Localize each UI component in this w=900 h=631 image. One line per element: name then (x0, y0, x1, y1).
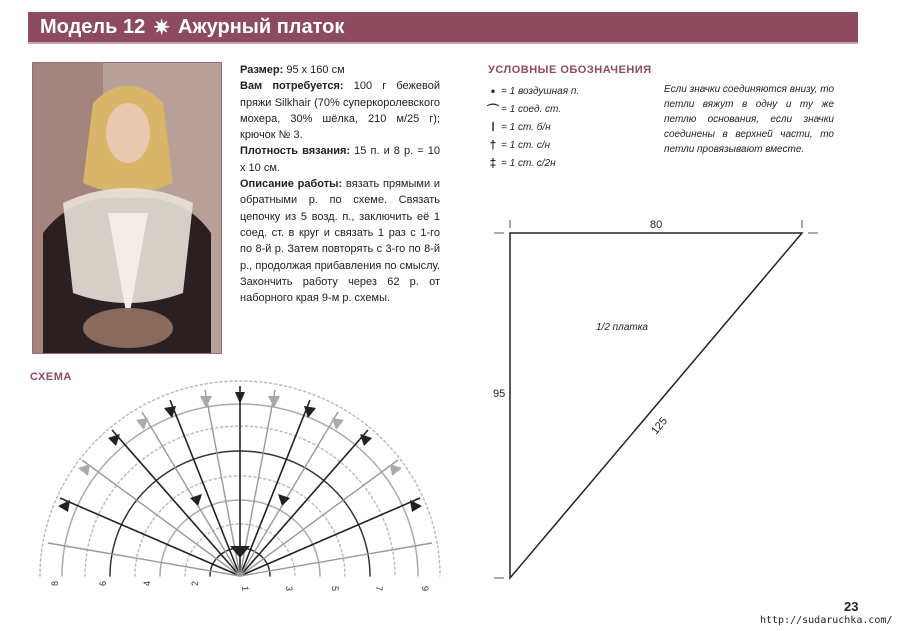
page-title: Ажурный платок (178, 15, 345, 38)
legend-item (485, 82, 579, 100)
row-number: 2 (190, 580, 200, 586)
materials-label: Вам потребуется: (240, 80, 344, 93)
crochet-chart-drawing (30, 378, 450, 593)
row-number: 3 (284, 586, 294, 592)
model-photo (32, 62, 222, 354)
gauge-value: 15 п. и 8 р. = 10 х 10 см. (240, 145, 440, 174)
header-divider (28, 42, 858, 44)
half-shawl-label: 1/2 платка (596, 322, 648, 333)
triangle-diagram (490, 210, 820, 590)
legend-item (485, 100, 579, 118)
size-label: Размер: (240, 64, 284, 76)
legend-text: = 1 ст. с/2н (501, 157, 556, 169)
legend-item (485, 118, 579, 136)
header-bar (28, 12, 858, 42)
top-dimension: 80 (650, 219, 663, 231)
legend-note: Если значки соединяются внизу, то петли вяжут в одну и ту же петлю основания, если значки соединены в верхней части, то петли провязывают вместе. (664, 84, 834, 155)
chain-stitch-icon: • (490, 84, 496, 98)
gauge-label: Плотность вязания: (240, 145, 351, 158)
legend-list (485, 82, 579, 172)
legend-text: = 1 соед. ст. (501, 103, 562, 115)
shawl-size-diagram (490, 210, 820, 595)
star-icon: ✷ (153, 16, 170, 39)
legend-text: = 1 ст. с/н (501, 139, 551, 151)
legend-item (485, 136, 579, 154)
single-crochet-icon: ǀ (491, 120, 495, 134)
double-crochet-icon: † (489, 138, 497, 152)
page-number: 23 (844, 599, 859, 614)
legend-title: УСЛОВНЫЕ ОБОЗНАЧЕНИЯ (488, 64, 652, 76)
half-shawl-triangle (510, 233, 802, 578)
row-number: 4 (142, 580, 152, 586)
row-number: 9 (420, 586, 430, 592)
work-label: Описание работы: (240, 178, 343, 191)
work-value: вязать прямыми и обратными р. по схеме. Связать цепочку из 5 возд. п., заключить её 1 соед. ст. в круг и связать 1 раз с 1-го по 8-й р. Затем повторять с 3-го по 8-й р., продолжая прибавления по смыслу. Закончить работу через 62 р. от наборного края 9-м р. схемы. (240, 178, 440, 305)
left-dimension: 95 (493, 388, 506, 400)
photo-illustration (33, 63, 221, 353)
row-number: 6 (98, 580, 108, 586)
pattern-description (240, 62, 440, 306)
materials-value: 100 г бежевой пряжи Silkhair (70% суперкоролевского мохера, 30% шёлка, 210 м/25 г); крючок № 3. (240, 80, 440, 142)
model-number: Модель 12 (40, 15, 146, 38)
source-url[interactable]: http://sudaruchka.com/ (760, 615, 893, 626)
size-value: 95 х 160 см (283, 64, 345, 76)
legend-text: = 1 ст. б/н (501, 121, 551, 133)
row-number: 5 (330, 586, 340, 592)
hypotenuse-dimension: 125 (649, 415, 671, 437)
slip-stitch-icon: ⌒ (486, 102, 499, 117)
legend-item (485, 154, 579, 172)
row-number: 1 (240, 586, 250, 592)
schema-title: СХЕМА (30, 371, 72, 383)
treble-crochet-icon: ‡ (489, 156, 497, 170)
crochet-chart (30, 378, 450, 598)
row-number: 8 (50, 580, 60, 586)
row-number: 7 (374, 586, 384, 592)
legend-text: = 1 воздушная п. (501, 85, 580, 97)
